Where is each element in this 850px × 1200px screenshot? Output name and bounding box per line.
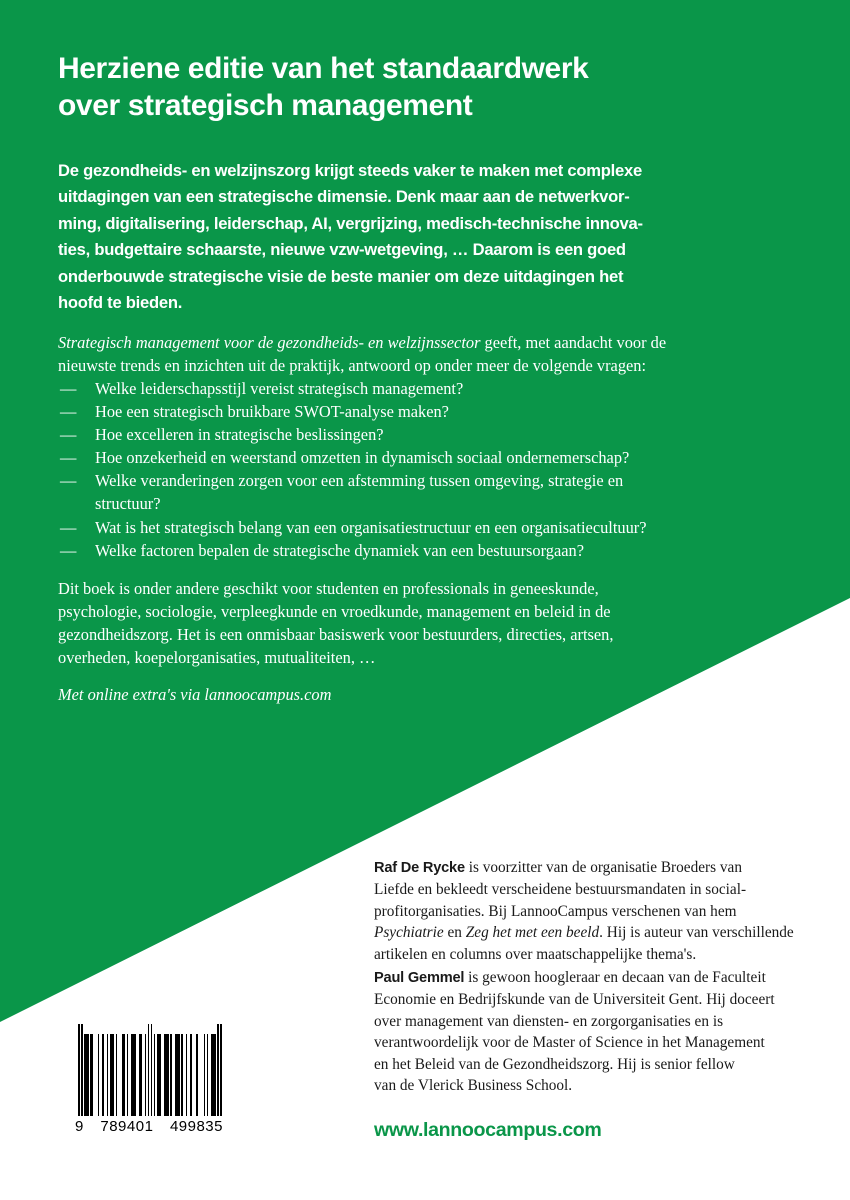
author-bio-line: verantwoordelijk voor de Master of Science in het Management xyxy=(374,1034,765,1052)
audience-line: gezondheidszorg. Het is een onmisbaar basiswerk voor bestuurders, directies, artsen, xyxy=(58,625,614,645)
lead-line-1-rest: geeft, met aandacht voor de xyxy=(480,333,667,352)
question-list xyxy=(58,377,758,562)
page-title xyxy=(58,50,698,124)
intro-line: ming, digitalisering, leiderschap, AI, vergrijzing, medisch-technische innova- xyxy=(58,213,643,233)
author-bio-line: Liefde en bekleedt verscheidene bestuursmandaten in social- xyxy=(374,881,747,899)
author-bio-raf-de-rycke xyxy=(374,857,804,965)
question-line: Wat is het strategisch belang van een organisatiestructuur en een organisatiecultuur? xyxy=(95,517,647,537)
question-text xyxy=(95,446,758,469)
author-bio-line: Paul Gemmel is gewoon hoogleraar en decaan van de Faculteit xyxy=(374,969,766,986)
work-title-1: Psychiatrie xyxy=(374,924,444,942)
em-dash-icon: — xyxy=(60,379,77,398)
list-item xyxy=(58,469,758,515)
intro-line: ties, budgettaire schaarste, nieuwe vzw-wetgeving, … Daarom is een goed xyxy=(58,240,626,260)
author-bio-line: van de Vlerick Business School. xyxy=(374,1077,573,1095)
work-title-2: Zeg het met een beeld xyxy=(465,924,600,942)
list-item xyxy=(58,446,758,469)
list-item xyxy=(58,516,758,539)
author-bio-line: en het Beleid van de Gezondheidszorg. Hij is senior fellow xyxy=(374,1055,735,1073)
intro-line: uitdagingen van een strategische dimensie. Denk maar aan de netwerkvor- xyxy=(58,187,630,207)
intro-line: hoofd te bieden. xyxy=(58,293,183,313)
list-item xyxy=(58,539,758,562)
audience-line: overheden, koepelorganisaties, mutualiteiten, … xyxy=(58,648,376,668)
question-text xyxy=(95,539,758,562)
lead-line-2: nieuwste trends en inzichten uit de praktijk, antwoord op onder meer de volgende vragen: xyxy=(58,356,647,376)
em-dash-icon: — xyxy=(60,517,77,537)
lead-paragraph xyxy=(58,331,748,377)
audience-line: Dit boek is onder andere geschikt voor studenten en professionals in geneeskunde, xyxy=(58,579,599,598)
book-title-italic: Strategisch management voor de gezondheids- en welzijnssector xyxy=(58,333,481,352)
question-text xyxy=(95,400,758,423)
question-text xyxy=(95,377,758,400)
em-dash-icon: — xyxy=(60,448,77,468)
em-dash-icon: — xyxy=(60,425,77,445)
question-text xyxy=(95,423,758,446)
barcode-digit-group-2: 499835 xyxy=(169,1118,223,1135)
audience-paragraph xyxy=(58,577,748,669)
author-bio-line: Psychiatrie en Zeg het met een beeld. Hij is auteur van verschillende xyxy=(374,924,794,942)
online-extras-note: Met online extra's via lannoocampus.com xyxy=(58,685,332,704)
author-name: Paul Gemmel xyxy=(374,970,465,986)
list-item xyxy=(58,400,758,423)
author-bio-line: profitorganisaties. Bij LannooCampus verschenen van hem xyxy=(374,902,737,920)
author-bio-paul-gemmel xyxy=(374,967,804,1096)
question-text xyxy=(95,516,758,539)
headline-line-1: Herziene editie van het standaardwerk xyxy=(58,52,589,85)
author-name: Raf De Rycke xyxy=(374,860,465,876)
intro-line: onderbouwde strategische visie de beste manier om deze uitdagingen het xyxy=(58,266,624,286)
author-bio-line: over management van diensten- en zorgorganisaties en is xyxy=(374,1012,724,1030)
em-dash-icon: — xyxy=(60,540,77,560)
list-item xyxy=(58,423,758,446)
em-dash-icon: — xyxy=(60,402,77,422)
barcode-digit-group-1: 789401 xyxy=(100,1118,154,1135)
em-dash-icon: — xyxy=(60,471,77,491)
question-line: Hoe een strategisch bruikbare SWOT-analyse maken? xyxy=(95,402,449,422)
barcode-digit-check: 9 xyxy=(75,1118,84,1135)
intro-line: De gezondheids- en welzijnszorg krijgt steeds vaker te maken met complexe xyxy=(58,161,642,180)
barcode-bars xyxy=(78,1024,222,1116)
question-line: Hoe onzekerheid en weerstand omzetten in dynamisch sociaal ondernemerschap? xyxy=(95,448,630,468)
author-bio-line: artikelen en columns over maatschappelijke thema's. xyxy=(374,945,697,963)
intro-paragraph xyxy=(58,158,723,316)
question-line: Welke factoren bepalen de strategische dynamiek van een bestuursorgaan? xyxy=(95,540,584,560)
question-line: Welke leiderschapsstijl vereist strategisch management? xyxy=(95,379,464,398)
question-line: Welke veranderingen zorgen voor een afstemming tussen omgeving, strategie en xyxy=(95,471,624,491)
list-item xyxy=(58,377,758,400)
question-line: structuur? xyxy=(95,494,161,514)
barcode-digits xyxy=(75,1118,223,1135)
audience-line: psychologie, sociologie, verpleegkunde en vroedkunde, management en beleid in de xyxy=(58,602,611,622)
lead-line-1 xyxy=(58,331,748,354)
publisher-website-link[interactable]: www.lannoocampus.com xyxy=(374,1119,602,1141)
author-bio-line: Economie en Bedrijfskunde van de Universiteit Gent. Hij doceert xyxy=(374,991,775,1009)
headline-line-2: over strategisch management xyxy=(58,89,473,122)
question-line: Hoe excelleren in strategische beslissingen? xyxy=(95,425,384,445)
isbn-barcode xyxy=(75,1024,223,1135)
question-text xyxy=(95,469,758,515)
author-bio-line: Raf De Rycke is voorzitter van de organisatie Broeders van xyxy=(374,859,742,876)
